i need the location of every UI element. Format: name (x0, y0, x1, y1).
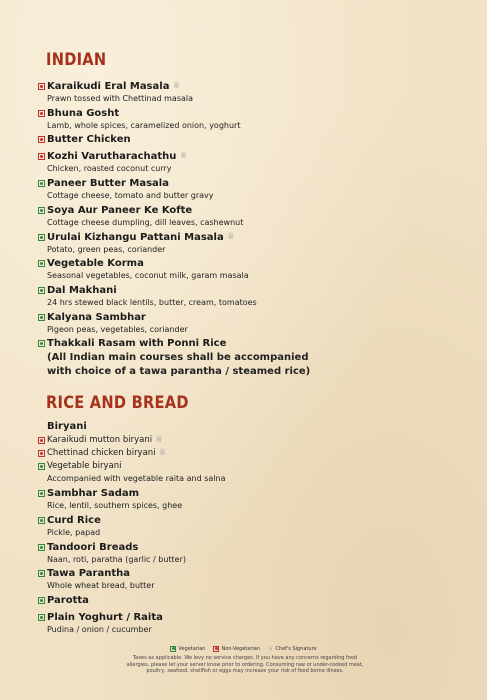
menu-item-row (38, 133, 131, 146)
menu-item-row (38, 107, 240, 120)
menu-item-name: Soya Aur Paneer Ke Kofte (47, 205, 193, 216)
menu-item-name: Urulai Kizhangu Pattani Masala (47, 232, 224, 243)
veg-icon (38, 463, 45, 470)
veg-icon (38, 314, 45, 321)
menu-item-name: Paneer Butter Masala (47, 178, 169, 189)
menu-item-description: Potato, green peas, coriander (47, 245, 166, 254)
menu-item-name: Karaikudi Eral Masala (47, 81, 170, 92)
menu-item-row (38, 150, 188, 163)
menu-item-name: Vegetable Korma (47, 258, 144, 269)
nonveg-icon (38, 110, 45, 117)
menu-item-row (38, 80, 193, 93)
menu-item (38, 107, 240, 131)
menu-item-row (38, 594, 89, 607)
menu-item-description: Pickle, papad (47, 528, 101, 537)
chef-hat-icon: ♕ (155, 435, 164, 445)
menu-item-description: Whole wheat bread, butter (47, 581, 155, 590)
menu-item-row (38, 337, 226, 350)
menu-item-name: Thakkali Rasam with Ponni Rice (47, 338, 227, 349)
menu-item-description: 24 hrs stewed black lentils, butter, cream, tomatoes (47, 298, 257, 307)
accompaniment-note: (All Indian main courses shall be accompanied with choice of a tawa parantha / steamed rice) (47, 352, 311, 377)
nonveg-icon (38, 437, 45, 444)
menu-item (38, 311, 188, 335)
menu-item-name: Tandoori Breads (47, 542, 139, 553)
menu-item-row (38, 311, 188, 324)
menu-item-row (38, 284, 257, 297)
veg-icon (38, 340, 45, 347)
menu-item (38, 594, 89, 607)
menu-item-row (38, 567, 155, 580)
menu-item (38, 133, 131, 146)
menu-item-name: Plain Yoghurt / Raita (47, 612, 163, 623)
nonveg-icon (38, 83, 45, 90)
chef-hat-icon: ♕ (268, 645, 274, 652)
menu-item-row (38, 257, 249, 270)
menu-item-row (38, 231, 235, 244)
menu-item (38, 487, 182, 511)
menu-item-row (38, 460, 225, 473)
veg-icon (38, 234, 45, 241)
menu-item-name: Curd Rice (47, 515, 101, 526)
menu-item-description: Prawn tossed with Chettinad masala (47, 94, 194, 103)
menu-item-description: Chicken, roasted coconut curry (47, 164, 172, 173)
menu-item (38, 434, 163, 447)
veg-icon (38, 180, 45, 187)
menu-item-description: Lamb, whole spices, caramelized onion, yoghurt (47, 121, 241, 130)
menu-item-name: Bhuna Gosht (47, 108, 120, 119)
chef-hat-icon: ♕ (158, 448, 167, 458)
menu-item (38, 80, 193, 104)
legend (0, 645, 487, 652)
menu-item-description: Rice, lentil, southern spices, ghee (47, 501, 183, 510)
footer-disclaimer: Taxes as applicable. We levy no service charges. If you have any concerns regarding food allergies, please let your server know prior to ordering. Consuming raw or under-cooked meat, poultry, seafood, shellfish or eggs may increase your risk of food borne illness. (126, 655, 364, 674)
menu-item-name: Parotta (47, 595, 89, 606)
veg-icon (38, 207, 45, 214)
menu-item-description: Cottage cheese, tomato and butter gravy (47, 191, 214, 200)
chef-hat-icon: ♕ (226, 232, 235, 242)
menu-item (38, 460, 225, 484)
menu-item-description: Pudina / onion / cucumber (47, 625, 152, 634)
chef-hat-icon: ♕ (172, 81, 181, 91)
menu-item-row (38, 487, 182, 500)
veg-icon (38, 544, 45, 551)
menu-item-row (38, 204, 243, 217)
legend-veg: Vegetarian (170, 646, 205, 652)
veg-icon (38, 570, 45, 577)
menu-item-name: Sambhar Sadam (47, 488, 140, 499)
menu-item-description: Cottage cheese dumpling, dill leaves, cashewnut (47, 218, 244, 227)
veg-icon (38, 597, 45, 604)
veg-icon (38, 517, 45, 524)
nonveg-icon (213, 646, 219, 652)
menu-item (38, 514, 101, 538)
menu-item (38, 257, 249, 281)
menu-item-description: Accompanied with vegetable raita and salna (47, 474, 226, 483)
menu-item-description: Pigeon peas, vegetables, coriander (47, 325, 188, 334)
veg-icon (170, 646, 176, 652)
nonveg-icon (38, 450, 45, 457)
menu-item (38, 447, 167, 460)
legend-nonveg: Non-Vegetarian (213, 646, 260, 652)
menu-item-name: Kozhi Varutharachathu (47, 151, 177, 162)
menu-item (38, 231, 235, 255)
menu-item-row (38, 611, 163, 624)
menu-item-name: Butter Chicken (47, 134, 131, 145)
menu-item-name: Dal Makhani (47, 285, 117, 296)
biryani-heading: Biryani (47, 421, 87, 432)
veg-icon (38, 287, 45, 294)
menu-item-row (38, 177, 214, 190)
menu-item (38, 541, 186, 565)
menu-item-row (38, 514, 101, 527)
menu-item-name: Karaikudi mutton biryani (47, 435, 153, 445)
section-title-rice-bread: RICE AND BREAD (46, 393, 189, 413)
menu-item-description: Naan, roti, paratha (garlic / butter) (47, 555, 186, 564)
menu-item (38, 567, 155, 591)
legend-chef: ♕ Chef's Signature (268, 645, 317, 652)
chef-hat-icon: ♕ (179, 151, 188, 161)
menu-item (38, 337, 226, 350)
menu-item (38, 611, 163, 635)
veg-icon (38, 490, 45, 497)
nonveg-icon (38, 153, 45, 160)
menu-item-name: Kalyana Sambhar (47, 312, 146, 323)
menu-item-name: Tawa Parantha (47, 568, 131, 579)
menu-item-row (38, 541, 186, 554)
section-title-indian: INDIAN (46, 50, 107, 70)
veg-icon (38, 614, 45, 621)
menu-item (38, 284, 257, 308)
menu-item-description: Seasonal vegetables, coconut milk, garam masala (47, 271, 249, 280)
veg-icon (38, 260, 45, 267)
menu-item-row (38, 447, 167, 460)
menu-item (38, 177, 214, 201)
menu-item-name: Vegetable biryani (47, 461, 122, 471)
menu-item-row (38, 434, 163, 447)
menu-item (38, 150, 188, 174)
nonveg-icon (38, 136, 45, 143)
menu-item (38, 204, 243, 228)
menu-item-name: Chettinad chicken biryani (47, 448, 156, 458)
